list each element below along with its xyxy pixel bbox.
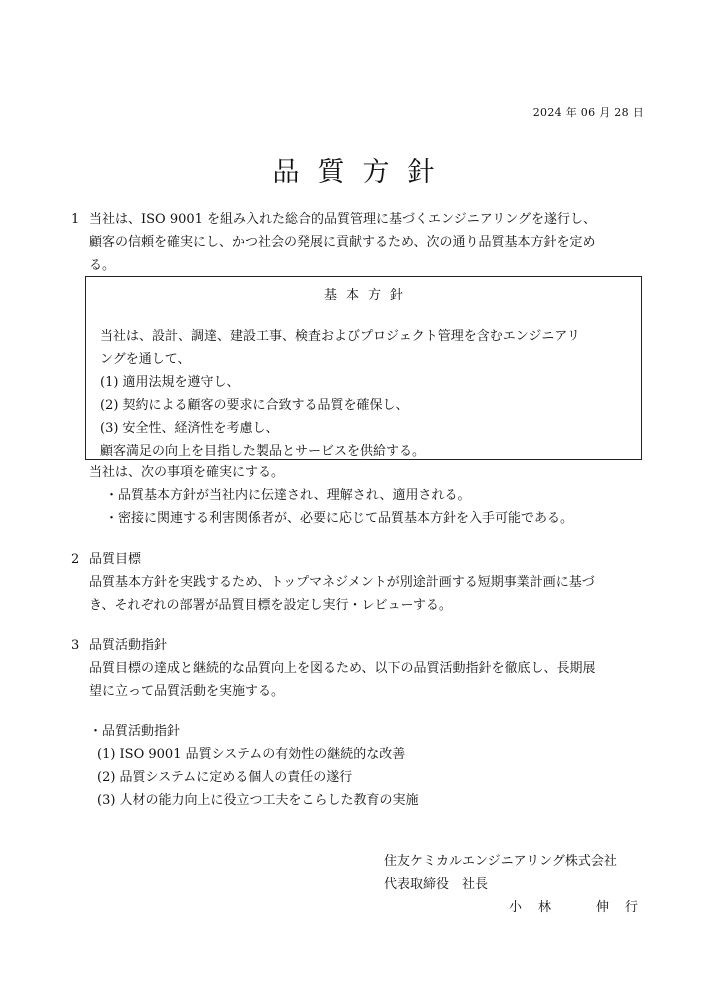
basic-policy-line: (2) 契約による顧客の要求に合致する品質を確保し、 <box>100 398 409 413</box>
section-1-number: 1 <box>71 212 80 227</box>
section-2-heading: 品質目標 <box>89 552 142 567</box>
basic-policy-line: 顧客満足の向上を目指した製品とサービスを供給する。 <box>100 444 426 459</box>
section-1-intro-line: 当社は、ISO 9001 を組み入れた総合的品質管理に基づくエンジニアリングを遂行し、 <box>89 212 596 227</box>
commitment-bullet: ・品質基本方針が当社内に伝達され、理解され、適用される。 <box>105 488 471 503</box>
activity-guidelines-heading: ・品質活動指針 <box>89 724 181 739</box>
basic-policy-line: (3) 安全性、経済性を考慮し、 <box>100 421 279 436</box>
document-title: 品質方針 <box>272 157 453 188</box>
basic-policy-line: ングを通して、 <box>100 352 191 367</box>
section-3-line: 望に立って品質活動を実施する。 <box>89 684 285 699</box>
signer-name: 小林 伸行 <box>509 900 655 915</box>
section-2-line: 品質基本方針を実践するため、トップマネジメントが別途計画する短期事業計画に基づ <box>89 575 595 590</box>
section-1 <box>71 208 651 277</box>
activity-guideline-item: (1) ISO 9001 品質システムの有効性の継続的な改善 <box>97 747 406 762</box>
commitment-intro: 当社は、次の事項を確実にする。 <box>89 465 285 480</box>
section-3-number: 3 <box>71 638 80 653</box>
commitment-bullet: ・密接に関連する利害関係者が、必要に応じて品質基本方針を入手可能である。 <box>105 511 574 526</box>
basic-policy-line: (1) 適用法規を遵守し、 <box>100 375 240 390</box>
section-2-line: き、それぞれの部署が品質目標を設定し実行・レビューする。 <box>89 598 452 613</box>
section-1-commitments <box>71 461 651 530</box>
section-3-line: 品質目標の達成と継続的な品質向上を図るため、以下の品質活動指針を徹底し、長期展 <box>89 661 596 676</box>
signer-position: 代表取締役 社長 <box>384 877 489 892</box>
signature-block <box>384 850 654 919</box>
section-1-intro-line: 顧客の信頼を確実にし、かつ社会の発展に貢献するため、次の通り品質基本方針を定め <box>89 235 596 250</box>
section-1-intro-line: る。 <box>89 258 116 273</box>
activity-guideline-item: (2) 品質システムに定める個人の責任の遂行 <box>97 770 353 785</box>
company-name: 住友ケミカルエンジニアリング株式会社 <box>384 854 617 869</box>
section-3 <box>71 634 651 703</box>
section-3-heading: 品質活動指針 <box>89 638 168 653</box>
basic-policy-box <box>85 276 642 460</box>
basic-policy-title: 基本方針 <box>323 288 412 303</box>
activity-guideline-item: (3) 人材の能力向上に役立つ工夫をこらした教育の実施 <box>97 793 419 808</box>
document-date: 2024 年 06 月 28 日 <box>532 106 644 119</box>
section-2 <box>71 548 651 617</box>
basic-policy-line: 当社は、設計、調達、建設工事、検査およびプロジェクト管理を含むエンジニアリ <box>100 329 580 344</box>
section-2-number: 2 <box>71 552 80 567</box>
activity-guidelines <box>71 720 651 812</box>
